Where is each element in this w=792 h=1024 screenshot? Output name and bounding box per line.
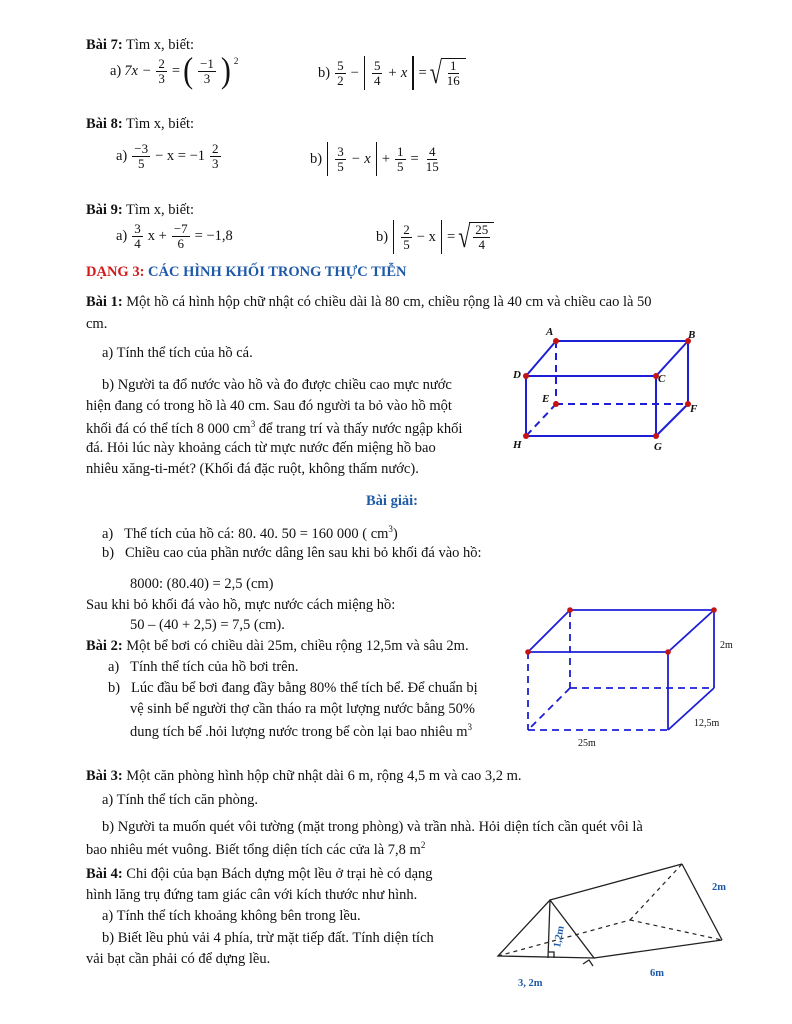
bai7-a-frac2 (198, 57, 216, 85)
bai8-b-frac3 (424, 145, 441, 173)
bai9-heading (86, 202, 194, 219)
bai2-text: Một bể bơi có chiều dài 25m, chiều rộng 12,5m và sâu 2m. (122, 638, 469, 654)
bai2-b1 (108, 680, 478, 697)
bai9-a (116, 222, 233, 250)
bai1-line2: cm. (86, 316, 108, 332)
frac-den: 5 (337, 158, 344, 174)
bai9-title: Bài 9: (86, 202, 123, 218)
bai7-heading (86, 37, 194, 54)
frac-num: −3 (134, 141, 149, 156)
bai8-b-frac1 (335, 145, 346, 173)
frac-num: −7 (173, 221, 188, 236)
tent-front-triangle (498, 900, 594, 958)
frac-den: 16 (446, 73, 460, 88)
bai7-b-frac1 (335, 59, 346, 87)
bai3-title: Bài 3: (86, 768, 123, 784)
bai4-text1: Chi đội của bạn Bách dựng một lều ở trại hè có dạng (122, 866, 433, 882)
bai3-b2-sup: 2 (420, 840, 426, 850)
hidden-back-left (630, 864, 682, 920)
bai7-desc: Tìm x, biết: (122, 37, 195, 53)
edge-GF (656, 404, 688, 436)
bai8-a-label: a) (116, 147, 128, 164)
bai1-b1: b) Người ta đổ nước vào hồ và đo được chiều cao mực nước (102, 377, 452, 393)
bai2-b3-text: dung tích bể .hỏi lượng nước trong bể còn lại bao nhiêu m (130, 723, 468, 740)
bai7-b-label: b) (318, 64, 331, 81)
bai7-b-frac3 (445, 59, 462, 87)
label-A: A (546, 326, 554, 338)
frac-den: 3 (158, 70, 165, 86)
bai3-b2-text: bao nhiêu mét vuông. Biết tổng diện tích các cửa là 7,8 m (86, 841, 421, 858)
point-H (523, 433, 529, 439)
tent-base-right (594, 940, 722, 958)
point-A (553, 338, 559, 344)
frac-den: 4 (373, 72, 381, 88)
left-paren: ( (183, 50, 194, 91)
bai1-line1 (86, 294, 652, 311)
section-title: CÁC HÌNH KHỐI TRONG THỰC TIỄN (144, 264, 407, 280)
bai8-b-plus: + (381, 150, 391, 167)
solution-b-label: b) (102, 545, 115, 561)
bai7-a-pow: 2 (233, 56, 239, 66)
tent-base-label: 3, 2m (518, 978, 543, 989)
bai2-b3-sup: 3 (467, 722, 473, 732)
bai9-b-minus-x: − x (416, 228, 436, 245)
pool-vertex (711, 607, 717, 613)
tent-height-label: 1,2m (552, 925, 567, 949)
label-B: B (688, 329, 696, 341)
bai7-b-eq: = (418, 64, 427, 81)
bai9-b-frac2 (473, 223, 490, 251)
pool-hidden-bottom-left (528, 688, 570, 730)
hidden-base-back (630, 920, 722, 940)
sqrt-sign: √ $\frac{25}{4}$ (458, 222, 494, 251)
tent-back-edge (682, 864, 722, 940)
tent-ridge (550, 864, 682, 900)
solution-a-sup: 3 (388, 524, 393, 534)
edge-AD (526, 341, 556, 376)
frac-den: 5 (137, 155, 145, 171)
bai2-b1-text: Lúc đầu bể bơi đang đầy bằng 80% thể tích bể. Để chuẩn bị (130, 680, 478, 696)
label-C: C (658, 373, 666, 385)
frac-den: 4 (478, 237, 486, 252)
pool-width-label: 12,5m (694, 718, 720, 729)
frac-num: 5 (337, 57, 344, 73)
bai9-b-eq: = (447, 228, 456, 245)
bai1-b3-rest: để trang trí và thấy nước ngập khối (255, 420, 463, 437)
frac-den: 3 (203, 70, 211, 86)
bai3-a: a) Tính thể tích căn phòng. (102, 792, 258, 808)
bai9-a-frac2 (172, 222, 190, 250)
label-E: E (542, 393, 550, 405)
abs-bar (376, 142, 377, 176)
bai9-b (376, 220, 494, 254)
pool-vertex (665, 649, 671, 655)
solution-a-label: a) (102, 525, 114, 542)
bai9-a-label: a) (116, 227, 128, 244)
section-prefix: DẠNG 3: (86, 264, 145, 280)
frac-num: 2 (403, 221, 410, 237)
bai2-title: Bài 2: (86, 638, 123, 654)
point-E (553, 401, 559, 407)
abs-bar (393, 220, 394, 254)
frac-den: 3 (212, 155, 219, 171)
solution-a-text: Thể tích của hồ cá: 80. 40. 50 = 160 000 ( cm (124, 525, 389, 542)
frac-den: 2 (337, 72, 344, 88)
pool-depth-label: 2m (720, 640, 733, 651)
solution-heading: Bài giải: (366, 493, 418, 509)
solution-a-close: ) (392, 525, 398, 542)
point-D (523, 373, 529, 379)
bai8-a (116, 142, 223, 170)
bai9-b-label: b) (376, 228, 389, 245)
bai4-line1 (86, 866, 433, 883)
right-paren: ) (220, 50, 231, 91)
tent-height-line (548, 900, 550, 958)
label-D: D (513, 369, 521, 381)
bai9-b-frac1 (401, 223, 412, 251)
bai7-a (110, 50, 239, 91)
label-H: H (513, 439, 522, 451)
bai1-b4: đá. Hỏi lúc này khoảng cách từ mực nước đến miệng hồ bao (86, 440, 436, 456)
bai7-a-frac1 (156, 57, 167, 85)
pool-length-label: 25m (578, 738, 596, 749)
bai3-b1: b) Người ta muốn quét vôi tường (mặt trong phòng) và trần nhà. Hỏi diện tích cần quét vôi là (102, 819, 643, 835)
frac-num: 3 (134, 221, 141, 236)
frac-den: 5 (397, 158, 404, 174)
solution-b (102, 545, 482, 562)
hidden-edge-EH (526, 404, 556, 436)
bai8-title: Bài 8: (86, 116, 123, 132)
frac-den: 5 (403, 236, 410, 252)
bai1-b2: hiện đang có trong hồ là 40 cm. Sau đó người ta bỏ vào hồ một (86, 398, 452, 414)
label-G: G (654, 441, 662, 453)
bai2-a (108, 659, 298, 676)
sqrt-sign: √ $\frac{1}{16}$ (430, 58, 466, 87)
bai4-b2: vải bạt cần phải có để dựng lều. (86, 951, 271, 967)
bai8-desc: Tìm x, biết: (122, 116, 195, 132)
label-F: F (690, 403, 698, 415)
solution-calc2: 50 – (40 + 2,5) = 7,5 (cm). (130, 617, 285, 633)
bai8-b-frac2 (395, 145, 406, 173)
frac-num: 4 (428, 143, 436, 159)
tent-side-label: 2m (712, 882, 726, 893)
solution-b-text: Chiều cao của phần nước dâng lên sau khi bỏ khối đá vào hồ: (124, 545, 482, 561)
aquarium-box-figure (508, 326, 708, 456)
bai4-title: Bài 4: (86, 866, 123, 882)
bai7-a-eq: = (171, 62, 181, 79)
section-heading (86, 264, 407, 281)
point-G (653, 433, 659, 439)
bai7-b (318, 56, 466, 90)
bai2-line1 (86, 638, 469, 655)
bai7-a-label: a) (110, 62, 122, 79)
bai8-b-label: b) (310, 150, 323, 167)
bai3-b2 (86, 840, 425, 859)
solution-a (102, 524, 398, 543)
bai3-line1 (86, 768, 522, 785)
pool-top-right (668, 610, 714, 652)
bai8-a-frac2 (210, 142, 221, 170)
bai2-b3 (130, 722, 472, 741)
frac-den: 15 (425, 158, 439, 174)
bai4-a: a) Tính thể tích khoảng không bên trong lều. (102, 908, 361, 924)
frac-num: 25 (475, 222, 489, 238)
bai7-title: Bài 7: (86, 37, 123, 53)
frac-num: 1 (397, 143, 404, 159)
bai3-text: Một căn phòng hình hộp chữ nhật dài 6 m, rộng 4,5 m và cao 3,2 m. (122, 768, 522, 784)
bai9-a-x-plus: x + (147, 227, 167, 244)
bai2-a-label: a) (108, 659, 120, 675)
solution-calc1: 8000: (80.40) = 2,5 (cm) (130, 576, 274, 592)
bai9-a-rest: = −1,8 (194, 227, 233, 244)
tent-prism-figure (490, 858, 750, 994)
bai2-b-label: b) (108, 680, 121, 696)
tent-length-label: 6m (650, 968, 664, 979)
abs-bar (364, 56, 365, 90)
bai4-line2: hình lăng trụ đứng tam giác cân với kích thước như hình. (86, 887, 418, 903)
bai1-title: Bài 1: (86, 294, 123, 310)
bai9-desc: Tìm x, biết: (122, 202, 195, 218)
abs-bar (441, 220, 442, 254)
frac-num: 2 (158, 55, 165, 71)
abs-bar (327, 142, 328, 176)
frac-den: 6 (177, 235, 184, 251)
pool-vertex (525, 649, 531, 655)
pool-vertex (567, 607, 573, 613)
bai2-b2: vệ sinh bể người thợ cần tháo ra một lượng nước bằng 50% (130, 701, 475, 717)
bai7-b-minus: − (350, 64, 359, 81)
bai1-b3-sup: 3 (250, 419, 256, 429)
frac-den: 4 (134, 235, 141, 251)
bai8-b (310, 142, 443, 176)
frac-num: 5 (373, 57, 381, 73)
bai7-a-left: 7x − (124, 62, 152, 79)
frac-num: 1 (450, 58, 457, 74)
bai9-a-frac1 (132, 222, 143, 250)
bai4-b1: b) Biết lều phủ vải 4 phía, trừ mặt tiếp đất. Tính diện tích (102, 930, 434, 946)
bai1-b3-text: khối đá có thể tích 8 000 cm (86, 420, 251, 437)
frac-num: −1 (200, 55, 214, 71)
bai8-a-frac1 (132, 142, 150, 170)
base-right-angle (583, 960, 593, 966)
bai8-a-mid: − x = −1 (155, 147, 206, 164)
bai8-b-eq: = (410, 150, 419, 167)
pool-top-left (528, 610, 570, 652)
bai2-a-text: Tính thể tích của hồ bơi trên. (130, 659, 299, 675)
edge-BC (656, 341, 688, 376)
frac-num: 3 (337, 143, 344, 159)
bai7-b-plus-x: + x (387, 64, 408, 81)
bai1-b5: nhiêu xăng-ti-mét? (Khối đá đặc ruột, không thấm nước). (86, 461, 419, 477)
bai8-b-minus-x: − x (350, 150, 371, 167)
bai8-heading (86, 116, 194, 133)
bai1-a: a) Tính thể tích của hồ cá. (102, 345, 253, 361)
pool-box-figure (518, 600, 758, 750)
bai7-b-frac2 (372, 59, 383, 87)
abs-bar (412, 56, 413, 90)
solution-after: Sau khi bỏ khối đá vào hồ, mực nước cách miệng hồ: (86, 597, 396, 613)
bai1-b3 (86, 419, 462, 438)
frac-num: 2 (212, 141, 219, 156)
bai1-text1: Một hồ cá hình hộp chữ nhật có chiều dài là 80 cm, chiều rộng là 40 cm và chiều cao là 50 (122, 294, 652, 310)
